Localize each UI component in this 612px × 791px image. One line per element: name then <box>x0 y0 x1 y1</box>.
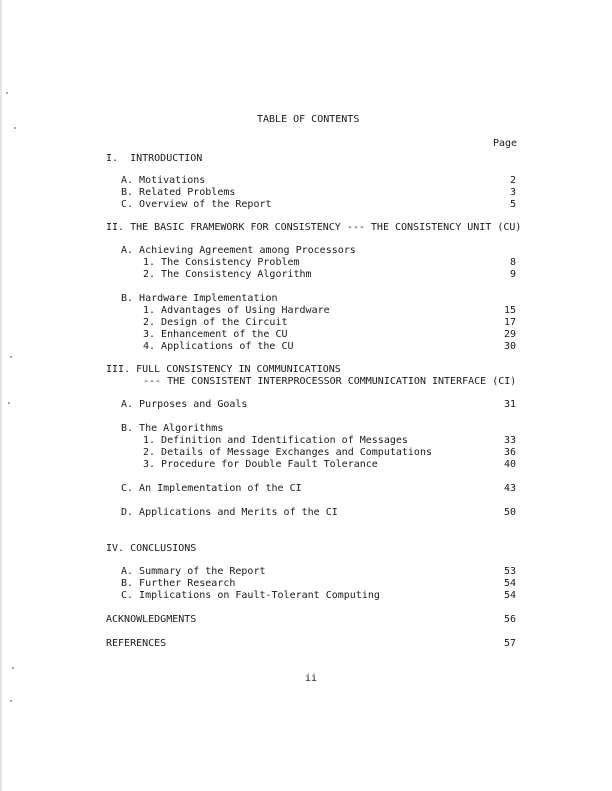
references-label: REFERENCES <box>106 638 167 649</box>
toc-entry-page: 17 <box>503 317 516 328</box>
toc-entry-label: 2. Design of the Circuit <box>143 317 288 328</box>
toc-entry-label: C. Overview of the Report <box>121 199 272 210</box>
toc-entry-label: D. Applications and Merits of the CI <box>121 507 338 518</box>
section-1-heading: I. INTRODUCTION <box>106 153 203 164</box>
references-page: 57 <box>503 638 516 649</box>
toc-entry-label: 1. The Consistency Problem <box>143 257 300 268</box>
toc-entry-page: 33 <box>503 435 516 446</box>
acknowledgments-page: 56 <box>503 614 516 625</box>
toc-entry-page: 9 <box>509 269 516 280</box>
section-3-heading: III. FULL CONSISTENCY IN COMMUNICATIONS <box>106 364 341 375</box>
toc-entry-label: B. Further Research <box>121 578 236 589</box>
toc-entry-page: 3 <box>509 187 516 198</box>
subsection-heading: B. The Algorithms <box>121 423 224 434</box>
toc-entry-label: B. Related Problems <box>121 187 236 198</box>
toc-entry-label: 3. Enhancement of the CU <box>143 329 288 340</box>
toc-entry-label: 1. Definition and Identification of Messages <box>143 435 408 446</box>
scan-speck <box>8 402 10 404</box>
subsection-heading: A. Achieving Agreement among Processors <box>121 245 356 256</box>
toc-entry-page: 5 <box>509 199 516 210</box>
section-2-heading: II. THE BASIC FRAMEWORK FOR CONSISTENCY --- THE CONSISTENCY UNIT (CU) <box>106 222 522 233</box>
toc-entry-label: 2. The Consistency Algorithm <box>143 269 312 280</box>
toc-entry-page: 43 <box>503 483 516 494</box>
page-number: ii <box>305 673 318 684</box>
toc-entry-label: A. Purposes and Goals <box>121 399 248 410</box>
toc-entry-page: 54 <box>503 590 516 601</box>
toc-entry-label: A. Summary of the Report <box>121 566 266 577</box>
toc-entry-label: C. Implications on Fault-Tolerant Computing <box>121 590 380 601</box>
toc-entry-page: 8 <box>509 257 516 268</box>
scan-edge <box>0 0 2 791</box>
toc-entry-label: A. Motivations <box>121 175 206 186</box>
scan-speck <box>10 700 12 702</box>
toc-entry-label: 3. Procedure for Double Fault Tolerance <box>143 459 378 470</box>
toc-entry-page: 15 <box>503 305 516 316</box>
toc-entry-page: 2 <box>509 175 516 186</box>
toc-entry-label: 2. Details of Message Exchanges and Computations <box>143 447 432 458</box>
section-3-subheading: --- THE CONSISTENT INTERPROCESSOR COMMUNICATION INTERFACE (CI) <box>143 376 517 387</box>
toc-entry-page: 54 <box>503 578 516 589</box>
scan-speck <box>12 667 14 669</box>
toc-entry-page: 50 <box>503 507 516 518</box>
toc-entry-label: C. An Implementation of the CI <box>121 483 302 494</box>
scan-speck <box>14 127 16 129</box>
toc-entry-page: 53 <box>503 566 516 577</box>
toc-title: TABLE OF CONTENTS <box>257 114 360 125</box>
toc-entry-label: 1. Advantages of Using Hardware <box>143 305 330 316</box>
toc-entry-page: 31 <box>503 399 516 410</box>
scan-speck <box>10 356 12 358</box>
toc-entry-page: 36 <box>503 447 516 458</box>
toc-entry-label: 4. Applications of the CU <box>143 341 294 352</box>
subsection-heading: B. Hardware Implementation <box>121 293 278 304</box>
toc-entry-page: 29 <box>503 329 516 340</box>
acknowledgments-label: ACKNOWLEDGMENTS <box>106 614 197 625</box>
scan-speck <box>6 92 8 94</box>
page-column-label: Page <box>493 138 518 149</box>
toc-entry-page: 30 <box>503 341 516 352</box>
section-4-heading: IV. CONCLUSIONS <box>106 543 197 554</box>
toc-entry-page: 40 <box>503 459 516 470</box>
